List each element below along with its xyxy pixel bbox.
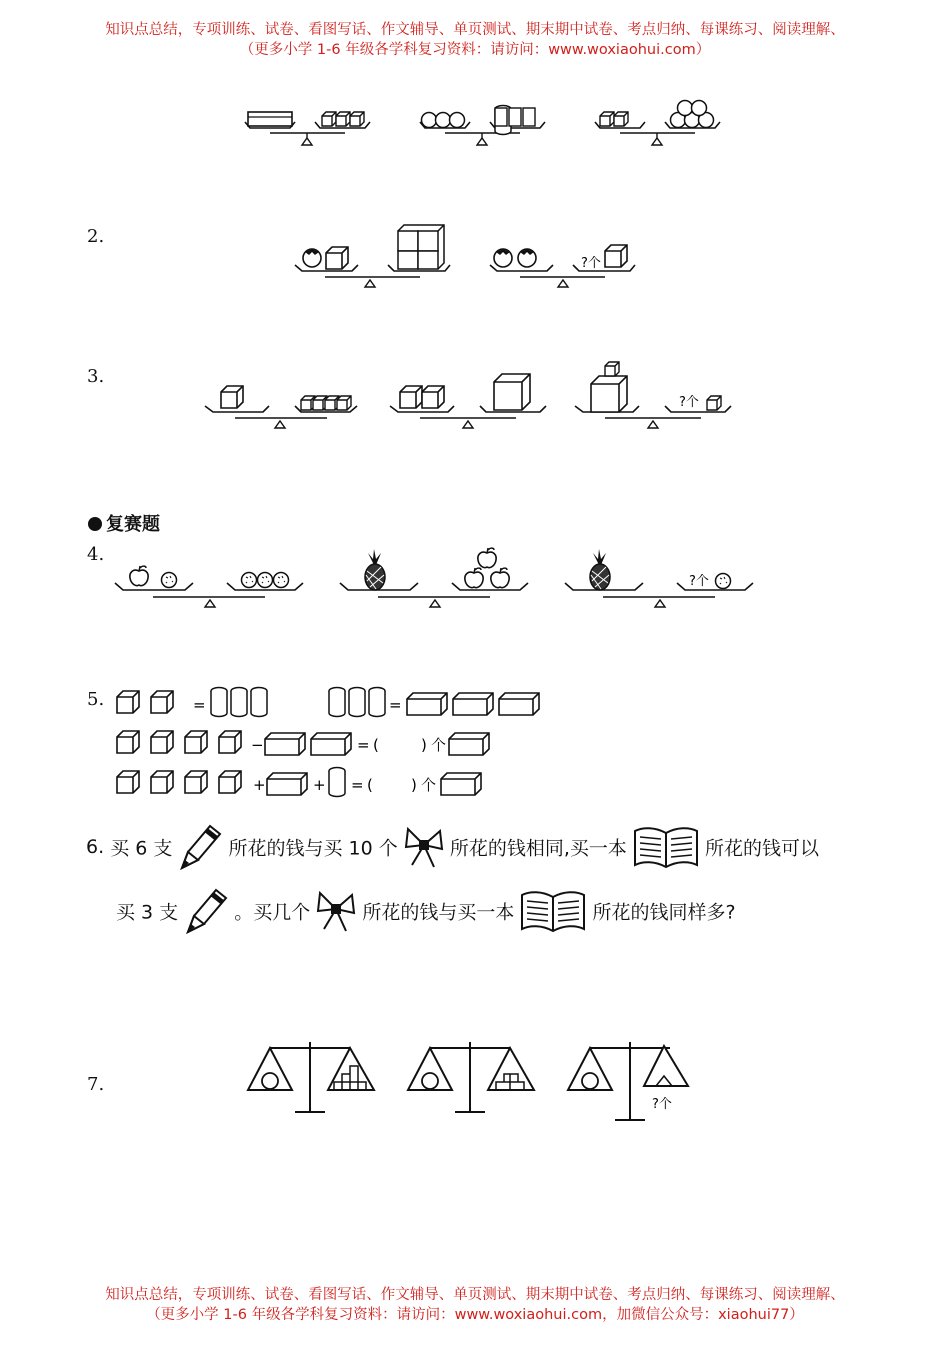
bullet-icon [88, 517, 102, 531]
problem-2-figure [290, 225, 660, 295]
problem-6-number: 6. [86, 836, 105, 858]
equals-sign: = [193, 696, 206, 714]
blank-open: ( [367, 776, 373, 794]
triangle-scale-icon [408, 1042, 534, 1112]
plus-sign: + [253, 776, 266, 794]
minus-sign: − [251, 736, 264, 754]
problem-3-figure [205, 366, 740, 436]
p6-text: 所花的钱同样多? [592, 901, 736, 924]
pencil-icon [178, 822, 222, 872]
blank-open: ( [373, 736, 379, 754]
blank-close: ) [411, 776, 417, 794]
p6-text: 。买几个 [234, 901, 311, 924]
balance-scale-icon [575, 362, 731, 428]
problem-7-figure [240, 1040, 700, 1130]
footer-banner [0, 1285, 950, 1325]
p6-text: 所花的钱与买一本 [362, 901, 515, 924]
equals-sign: = [351, 776, 364, 794]
section-title-text: 复赛题 [106, 514, 160, 535]
unknown-label: ?个 [679, 395, 699, 410]
balance-scale-icon [115, 566, 303, 607]
balance-scale-icon [565, 549, 753, 607]
equation-row-1 [117, 688, 539, 717]
bow-icon [404, 825, 444, 869]
equation-row-3 [117, 768, 481, 797]
equals-sign: = [357, 736, 370, 754]
p6-text: 所花的钱可以 [704, 837, 819, 860]
unknown-label: ?个 [652, 1097, 672, 1112]
problem-5-number: 5. [87, 689, 105, 710]
problem-4-number: 4. [87, 544, 105, 565]
p6-text: 所花的钱相同,买一本 [449, 837, 627, 860]
section-title [88, 510, 160, 536]
header-line-2: （更多小学 1-6 年级各学科复习资料：请访问：www.woxiaohui.com） [239, 42, 711, 58]
book-icon [520, 889, 586, 933]
problem-6-line-2 [116, 884, 736, 938]
problem-3-number: 3. [87, 366, 105, 387]
problem-5-figure [115, 685, 555, 805]
balance-scale-icon [595, 101, 720, 146]
balance-scale-icon [490, 245, 635, 287]
book-icon [633, 825, 699, 869]
triangle-scale-icon [568, 1042, 688, 1120]
unknown-label: ?个 [689, 574, 709, 589]
unit-ge: 个 [421, 776, 437, 794]
balance-scale-icon [205, 386, 357, 428]
p6-text: 买 3 支 [116, 901, 179, 924]
balance-scale-icon [390, 374, 546, 428]
equals-sign: = [389, 696, 402, 714]
footer-line-1: 知识点总结，专项训练、试卷、看图写话、作文辅导、单页测试、期末期中试卷、考点归纳、每课练习、阅读理解、 [105, 1287, 845, 1303]
balance-scale-icon [340, 548, 528, 607]
blank-close: ) [421, 736, 427, 754]
unknown-label: ?个 [581, 256, 601, 271]
balance-scale-icon [420, 106, 545, 146]
p6-text: 买 6 支 [110, 837, 173, 860]
triangle-scale-icon [248, 1042, 374, 1112]
plus-sign: + [313, 776, 326, 794]
problem-4-figure [115, 545, 765, 615]
header-banner [0, 20, 950, 60]
problem-1-figure [240, 100, 730, 155]
pencil-icon [184, 884, 228, 938]
problem-7-number: 7. [87, 1074, 105, 1095]
balance-scale-icon [295, 225, 450, 287]
balance-scale-icon [245, 112, 370, 145]
p6-text: 所花的钱与买 10 个 [228, 837, 398, 860]
unit-ge: 个 [431, 736, 447, 754]
footer-line-2: （更多小学 1-6 年级各学科复习资料：请访问：www.woxiaohui.com，加微信公众号：xiaohui77） [146, 1307, 804, 1323]
bow-icon [316, 889, 356, 933]
equation-row-2 [117, 731, 489, 755]
problem-6-line-1 [86, 822, 819, 872]
problem-2-number: 2. [87, 226, 105, 247]
header-line-1: 知识点总结，专项训练、试卷、看图写话、作文辅导、单页测试、期末期中试卷、考点归纳、每课练习、阅读理解、 [105, 22, 845, 38]
